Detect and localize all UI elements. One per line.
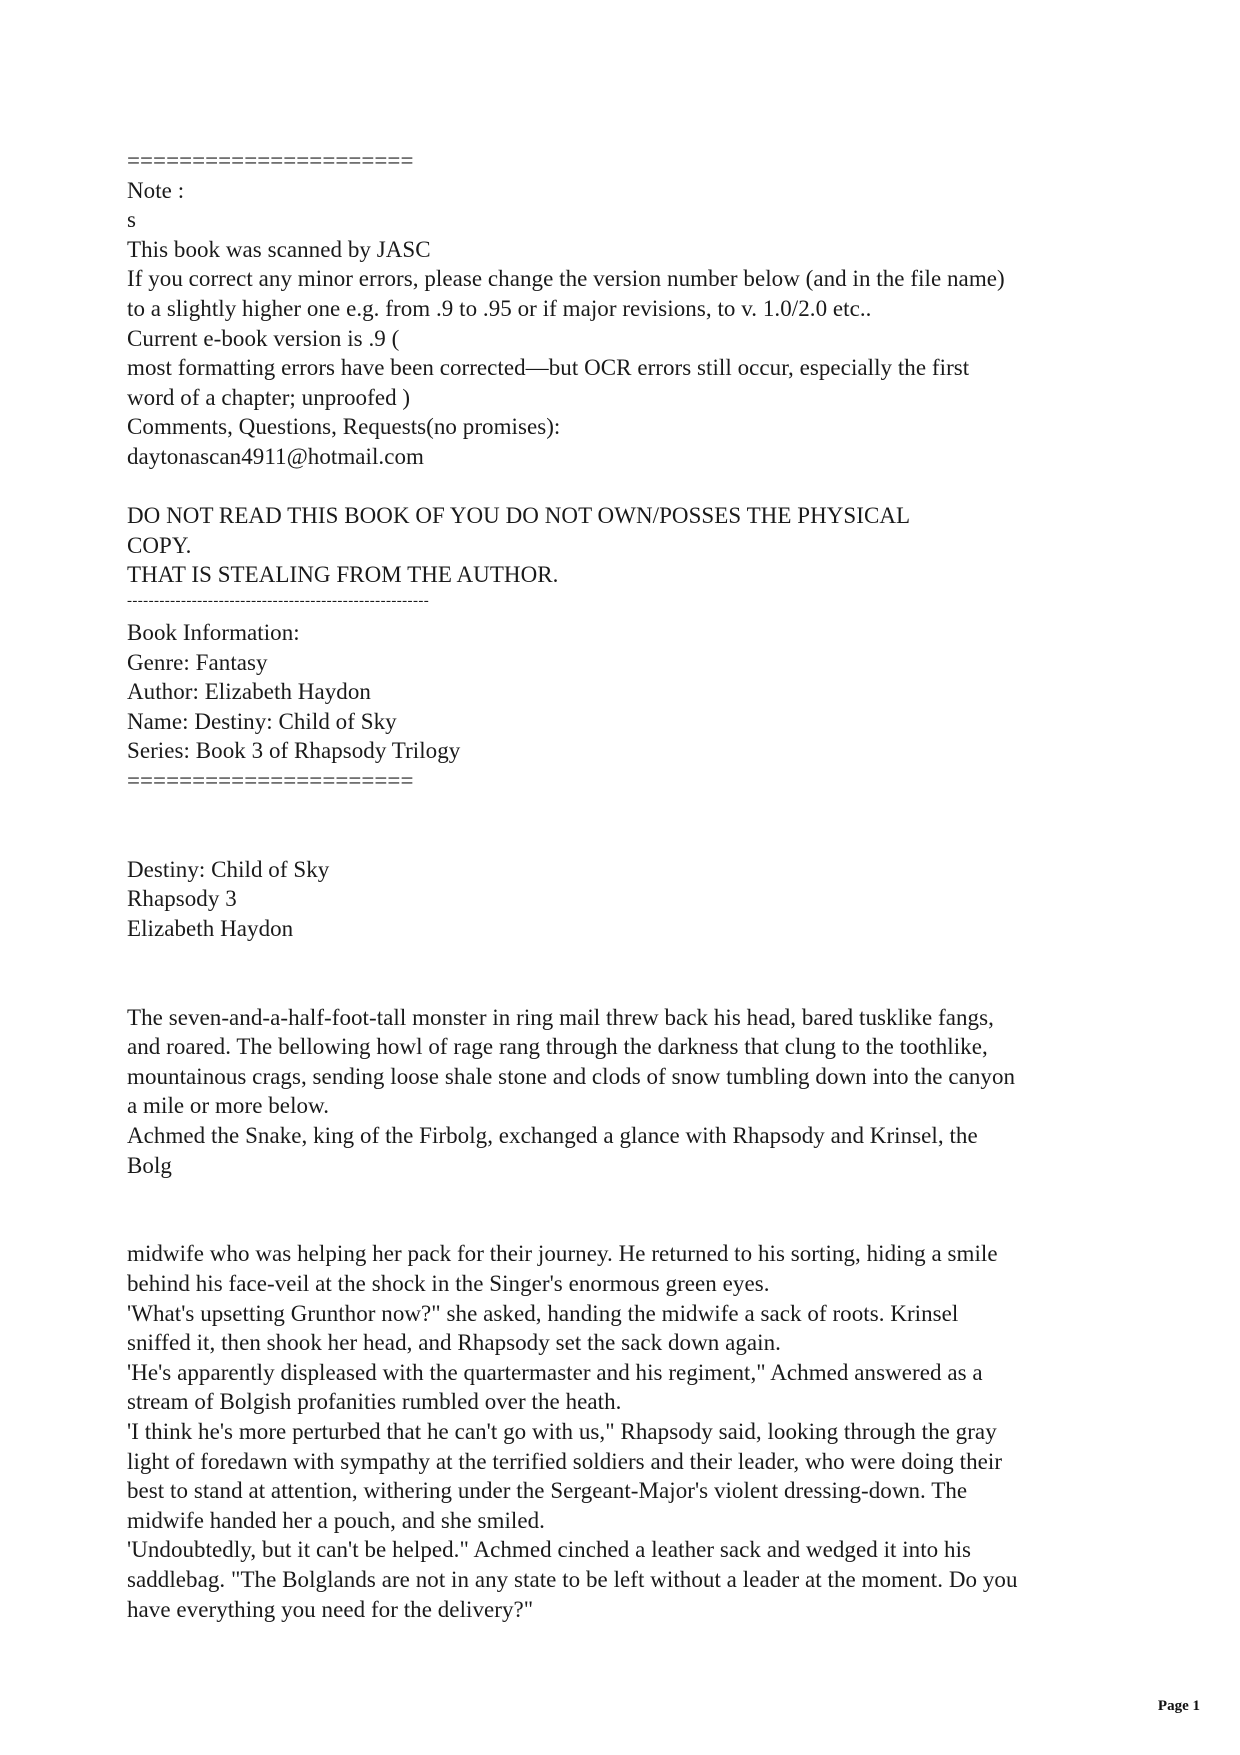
- document-page: [127, 146, 1127, 1624]
- warning-line-3: THAT IS STEALING FROM THE AUTHOR.: [127, 562, 559, 588]
- blank-line: [127, 1180, 1127, 1210]
- paragraph-1-line-4: a mile or more below.: [127, 1093, 330, 1119]
- scanned-by-line: This book was scanned by JASC: [127, 236, 431, 262]
- blank-line: [127, 472, 1127, 502]
- paragraph-6-line-2: light of foredawn with sympathy at the terrified soldiers and their leader, who were doing their: [127, 1448, 1003, 1474]
- paragraph-1-line-3: mountainous crags, sending loose shale stone and clods of snow tumbling down into the canyon: [127, 1063, 1016, 1089]
- correct-errors-line-2: to a slightly higher one e.g. from .9 to .95 or if major revisions, to v. 1.0/2.0 etc..: [127, 295, 872, 321]
- paragraph-6-line-3: best to stand at attention, withering under the Sergeant-Major's violent dressing-down. The: [127, 1478, 968, 1504]
- version-line: Current e-book version is .9 (: [127, 325, 400, 351]
- paragraph-2-line-1: Achmed the Snake, king of the Firbolg, exchanged a glance with Rhapsody and Krinsel, the: [127, 1123, 978, 1148]
- book-info-label: Book Information:: [127, 619, 300, 645]
- book-author: Elizabeth Haydon: [127, 915, 294, 941]
- warning-line-1: DO NOT READ THIS BOOK OF YOU DO NOT OWN/POSSES THE PHYSICAL: [127, 503, 911, 529]
- paragraph-2-line-2: Bolg: [127, 1152, 172, 1178]
- blank-line: [127, 1210, 1127, 1240]
- paragraph-1-line-2: and roared. The bellowing howl of rage rang through the darkness that clung to the toothlike,: [127, 1034, 988, 1060]
- paragraph-1-line-1: The seven-and-a-half-foot-tall monster in ring mail threw back his head, bared tusklike fangs,: [127, 1004, 994, 1030]
- paragraph-3-line-2: behind his face-veil at the shock in the Singer's enormous green eyes.: [127, 1270, 770, 1296]
- correct-errors-line-1: If you correct any minor errors, please change the version number below (and in the file name): [127, 266, 1005, 292]
- stray-character: s: [127, 207, 137, 233]
- paragraph-7-line-2: saddlebag. "The Bolglands are not in any state to be left without a leader at the moment. Do you: [127, 1566, 1018, 1592]
- formatting-line-2: word of a chapter; unproofed ): [127, 384, 411, 410]
- note-label: Note :: [127, 177, 185, 203]
- paragraph-6-line-1: 'I think he's more perturbed that he can't go with us," Rhapsody said, looking through the gray: [127, 1418, 997, 1444]
- blank-line: [127, 973, 1127, 1003]
- paragraph-7-line-3: have everything you need for the delivery?": [127, 1596, 534, 1622]
- blank-line: [127, 943, 1127, 973]
- paragraph-7-line-1: 'Undoubtedly, but it can't be helped." Achmed cinched a leather sack and wedged it into his: [127, 1537, 972, 1563]
- genre-line: Genre: Fantasy: [127, 649, 268, 675]
- book-title: Destiny: Child of Sky: [127, 856, 330, 882]
- paragraph-5-line-2: stream of Bolgish profanities rumbled over the heath.: [127, 1389, 622, 1415]
- warning-line-2: COPY.: [127, 532, 192, 558]
- email-address: daytonascan4911@hotmail.com: [127, 443, 424, 469]
- page-number: Page 1: [1157, 1698, 1200, 1714]
- name-line: Name: Destiny: Child of Sky: [127, 708, 397, 734]
- rule-bottom: ======================: [127, 767, 414, 793]
- paragraph-4-line-1: 'What's upsetting Grunthor now?" she asked, handing the midwife a sack of roots. Krinsel: [127, 1300, 959, 1326]
- paragraph-4-line-2: sniffed it, then shook her head, and Rhapsody set the sack down again.: [127, 1330, 781, 1356]
- paragraph-6-line-4: midwife handed her a pouch, and she smiled.: [127, 1507, 545, 1533]
- paragraph-3-line-1: midwife who was helping her pack for their journey. He returned to his sorting, hiding a smile: [127, 1241, 998, 1267]
- author-line: Author: Elizabeth Haydon: [127, 679, 371, 705]
- rule-top: ======================: [127, 148, 414, 173]
- blank-line: [127, 825, 1127, 855]
- blank-line: [127, 795, 1127, 825]
- series-line: Series: Book 3 of Rhapsody Trilogy: [127, 738, 461, 764]
- rule-dash: --------------------------------------------------------: [127, 592, 430, 609]
- book-subtitle: Rhapsody 3: [127, 886, 237, 912]
- paragraph-5-line-1: 'He's apparently displeased with the quartermaster and his regiment," Achmed answered as a: [127, 1359, 983, 1385]
- formatting-line-1: most formatting errors have been corrected—but OCR errors still occur, especially the first: [127, 355, 970, 381]
- comments-line: Comments, Questions, Requests(no promises):: [127, 414, 561, 440]
